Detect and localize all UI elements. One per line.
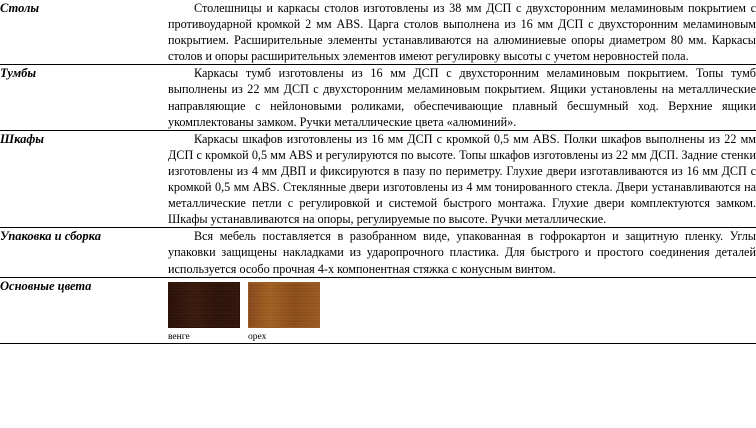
color-swatch-item — [248, 282, 320, 343]
row-body-packaging — [168, 228, 756, 277]
table-row — [0, 228, 756, 277]
row-body-packaging-text: Вся мебель поставляется в разобранном виде, упакованная в гофрокартон и защитную пленку. Углы упаковки защищены накладками из ударопрочного пластика. Для быстрого и простого соединения деталей используется особо прочная 4-х компонентная стяжка с конусным винтом. — [168, 229, 756, 276]
row-label-tables: Столы — [0, 1, 40, 15]
color-swatch-venge — [168, 282, 240, 328]
color-swatch-venge-label: венге — [168, 331, 190, 342]
row-label-pedestals: Тумбы — [0, 66, 37, 81]
row-body-tables-text: Столешницы и каркасы столов изготовлены из 38 мм ДСП с двухсторонним меламиновым покрытием с противоударной кромкой 2 мм ABS. Царга столов выполнена из 16 мм ДСП с двухсторонним меламиновым покрытием. Расширительные элементы устанавливаются на алюминиевые опоры диаметром 80 мм. Каркасы столов и опоры расширительных элементов имеют регулировку высоты с учетом неровностей пола. — [168, 1, 756, 64]
row-label-colors: Основные цвета — [0, 278, 92, 293]
color-swatch-oreh — [248, 282, 320, 328]
color-swatch-list — [168, 278, 756, 343]
row-label-packaging: Упаковка и сборка — [0, 229, 101, 244]
row-body-tables — [168, 0, 756, 65]
row-body-pedestals — [168, 65, 756, 130]
table-row — [0, 65, 756, 130]
row-body-colors — [168, 277, 756, 343]
table-row-colors — [0, 277, 756, 343]
color-swatch-item — [168, 282, 240, 343]
color-swatch-oreh-label: орех — [248, 331, 267, 342]
table-row — [0, 0, 756, 65]
row-body-pedestals-text: Каркасы тумб изготовлены из 16 мм ДСП с двухсторонним меламиновым покрытием. Топы тумб выполнены из 22 мм ДСП с двухсторонним меламиновым покрытием. Ящики установлены на металлические направляющие с нейлоновыми роликами, обеспечивающие плавный бесшумный ход. Верхние ящики укомплектованы замком. Ручки металлические цвета «алюминий». — [168, 66, 756, 129]
row-label-cabinets: Шкафы — [0, 131, 44, 146]
table-row — [0, 130, 756, 228]
row-body-cabinets-text: Каркасы шкафов изготовлены из 16 мм ДСП с кромкой 0,5 мм ABS. Полки шкафов выполнены из 22 мм ДСП с кромкой 0,5 мм ABS и регулируются по высоте. Топы шкафов изготовлены из 22 мм ДСП. Задние стенки изготовлены из 4 мм ДВП и фиксируются в пазу по периметру. Глухие двери изготавливаются из 16 мм ДСП с кромкой 0,5 мм ABS. Стеклянные двери изготовлены из 4 мм тонированного стекла. Двери устанавливаются на металлические петли с регулировкой и системой быстрого монтажа. Глухие двери комплектуются замком. Шкафы устанавливаются на опоры, регулируемые по высоте. Ручки металлические. — [168, 131, 756, 227]
row-body-cabinets — [168, 130, 756, 228]
table-bottom-rule — [0, 343, 756, 344]
